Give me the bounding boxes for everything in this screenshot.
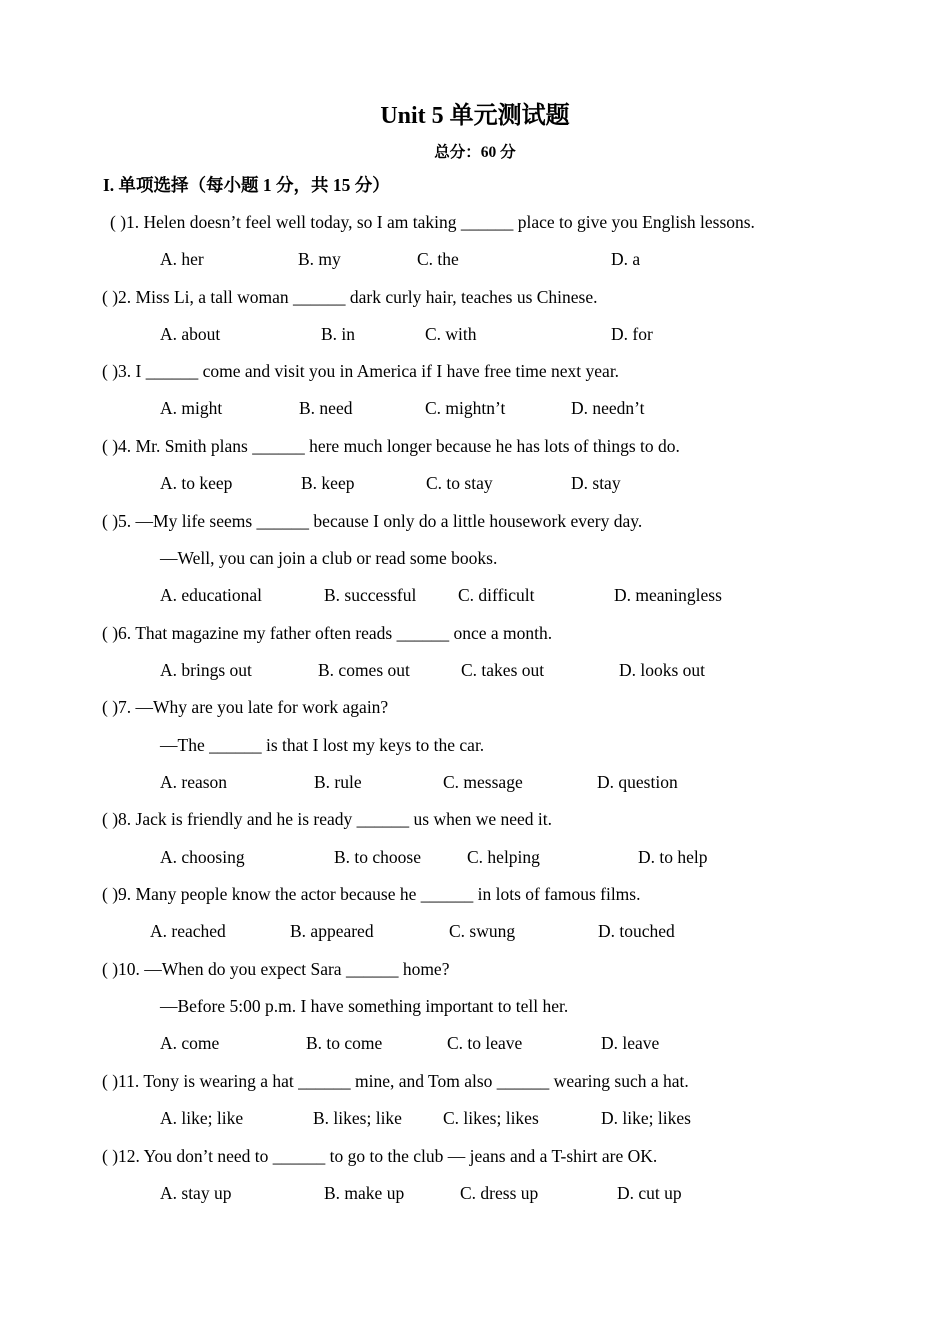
option-a: A. come xyxy=(160,1033,220,1053)
option-d: D. stay xyxy=(571,473,621,493)
option-d: D. to help xyxy=(638,847,708,867)
question-reply: —The ______ is that I lost my keys to the car. xyxy=(160,735,485,755)
option-d: D. like; likes xyxy=(601,1108,691,1128)
option-d: D. needn’t xyxy=(571,398,645,418)
option-b: B. to come xyxy=(306,1033,383,1053)
option-a: A. educational xyxy=(160,585,263,605)
option-c: C. message xyxy=(443,772,523,792)
option-c: C. difficult xyxy=(458,585,535,605)
question-stem: ( )4. Mr. Smith plans ______ here much longer because he has lots of things to do. xyxy=(102,436,680,456)
option-d: D. touched xyxy=(598,921,675,941)
option-d: D. cut up xyxy=(617,1183,682,1203)
option-d: D. for xyxy=(611,324,653,344)
question-stem: ( )8. Jack is friendly and he is ready ______ us when we need it. xyxy=(102,809,553,829)
option-b: B. likes; like xyxy=(313,1108,402,1128)
option-c: C. to leave xyxy=(447,1033,523,1053)
question-stem: ( )6. That magazine my father often reads ______ once a month. xyxy=(102,623,553,643)
option-b: B. to choose xyxy=(334,847,422,867)
question-stem: ( )10. —When do you expect Sara ______ home? xyxy=(102,959,450,979)
option-c: C. takes out xyxy=(461,660,545,680)
option-c: C. likes; likes xyxy=(443,1108,539,1128)
question-reply: —Before 5:00 p.m. I have something important to tell her. xyxy=(160,996,569,1016)
option-a: A. brings out xyxy=(160,660,252,680)
option-a: A. choosing xyxy=(160,847,245,867)
option-a: A. to keep xyxy=(160,473,233,493)
option-c: C. helping xyxy=(467,847,540,867)
question-stem: ( )9. Many people know the actor because he ______ in lots of famous films. xyxy=(102,884,641,904)
option-c: C. mightn’t xyxy=(425,398,506,418)
option-a: A. her xyxy=(160,249,204,269)
option-c: C. to stay xyxy=(426,473,493,493)
page-title: Unit 5 单元测试题 xyxy=(380,103,570,129)
option-c: C. dress up xyxy=(460,1183,539,1203)
option-a: A. stay up xyxy=(160,1183,232,1203)
question-stem: ( )2. Miss Li, a tall woman ______ dark curly hair, teaches us Chinese. xyxy=(102,287,598,307)
option-d: D. meaningless xyxy=(614,585,722,605)
question-reply: —Well, you can join a club or read some books. xyxy=(160,548,498,568)
question-stem: ( )5. —My life seems ______ because I only do a little housework every day. xyxy=(102,511,643,531)
option-b: B. in xyxy=(321,324,356,344)
option-b: B. need xyxy=(299,398,353,418)
option-c: C. swung xyxy=(449,921,516,941)
option-b: B. appeared xyxy=(290,921,374,941)
question-stem: ( )7. —Why are you late for work again? xyxy=(102,697,389,717)
question-stem: ( )3. I ______ come and visit you in America if I have free time next year. xyxy=(102,361,620,381)
option-b: B. comes out xyxy=(318,660,410,680)
option-d: D. leave xyxy=(601,1033,660,1053)
section-heading: I. 单项选择（每小题 1 分，共 15 分） xyxy=(103,175,390,195)
option-b: B. keep xyxy=(301,473,355,493)
option-c: C. the xyxy=(417,249,459,269)
option-c: C. with xyxy=(425,324,477,344)
question-stem: ( )12. You don’t need to ______ to go to the club — jeans and a T-shirt are OK. xyxy=(102,1146,658,1166)
option-a: A. like; like xyxy=(160,1108,244,1128)
option-b: B. my xyxy=(298,249,341,269)
option-d: D. a xyxy=(611,249,641,269)
total-score: 总分：60 分 xyxy=(434,144,516,161)
option-a: A. might xyxy=(160,398,223,418)
option-d: D. question xyxy=(597,772,678,792)
option-a: A. about xyxy=(160,324,221,344)
option-b: B. make up xyxy=(324,1183,405,1203)
question-stem: ( )1. Helen doesn’t feel well today, so I am taking ______ place to give you English lessons. xyxy=(110,212,755,232)
option-d: D. looks out xyxy=(619,660,706,680)
option-a: A. reached xyxy=(150,921,226,941)
option-a: A. reason xyxy=(160,772,228,792)
question-stem: ( )11. Tony is wearing a hat ______ mine, and Tom also ______ wearing such a hat. xyxy=(102,1071,689,1091)
option-b: B. rule xyxy=(314,772,362,792)
option-b: B. successful xyxy=(324,585,417,605)
